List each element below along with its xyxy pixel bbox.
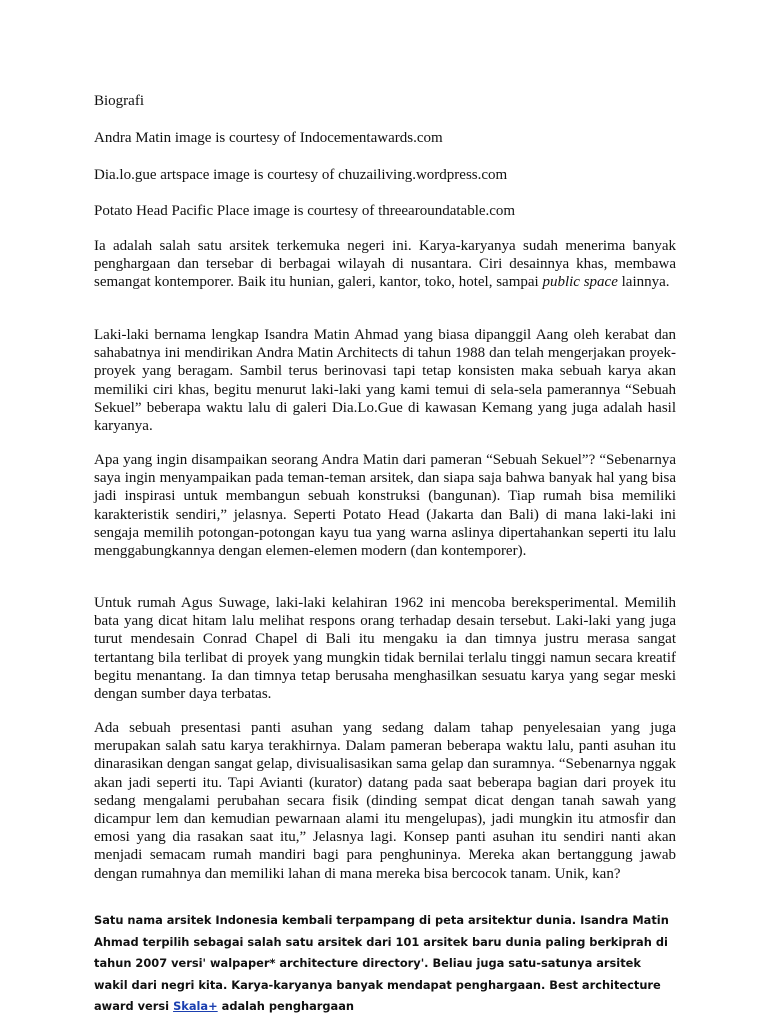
credit-line-andra-matin: Andra Matin image is courtesy of Indocementawards.com (94, 130, 443, 146)
credit-line-dialogue: Dia.lo.gue artspace image is courtesy of chuzailiving.wordpress.com (94, 167, 508, 183)
footer-summary (94, 910, 674, 1018)
paragraph-1-emphasis: public space (542, 274, 618, 291)
paragraph-1-end: lainnya. (617, 274, 670, 291)
skala-link[interactable]: Skala+ (173, 999, 218, 1013)
paragraph-1-text: Ia adalah salah satu arsitek terkemuka negeri ini. Karya-karyanya sudah menerima banyak penghargaan dan tersebar di berbagai wilayah di nusantara. Ciri desainnya khas, membawa semangat kontemporer. Baik itu hunian, galeri, kantor, toko, hotel, sampai (94, 238, 676, 291)
paragraph-4: Untuk rumah Agus Suwage, laki-laki kelahiran 1962 ini mencoba bereksperimental. Memilih bata yang dicat hitam lalu melihat respons orang terhadap desain tersebut. Laki-laki yang juga turut mendesain Conrad Chapel di Bali itu mengaku ia dan timnya justru merasa sangat tertantang bila terlibat di proyek yang mungkin tidak bernilai terlalu tinggi namun secara kreatif begitu menantang. Ia dan timnya tetap berusaha menghasilkan sesuatu karya yang segar meski dengan sumber daya terbatas. (94, 595, 676, 703)
paragraph-1 (94, 237, 676, 292)
paragraph-3: Apa yang ingin disampaikan seorang Andra Matin dari pameran “Sebuah Sekuel”? “Sebenarnya saya ingin menyampaikan pada teman-teman arsitek, dan siapa saja bahwa banyak hal yang bisa jadi inspirasi untuk membangun sebuah konstruksi (bangunan). Tiap rumah bisa memiliki karakteristik sendiri,” jelasnya. Seperti Potato Head (Jakarta dan Bali) di mana laki-laki ini sengaja memilih potongan-potongan kayu tua yang warna aslinya dipertahankan seperti itu lalu menggabungkannya dengan elemen-elemen modern (dan kontemporer). (94, 452, 676, 560)
paragraph-5: Ada sebuah presentasi panti asuhan yang sedang dalam tahap penyelesaian yang juga merupakan salah satu karya terakhirnya. Dalam pameran beberapa waktu lalu, panti asuhan itu dinarasikan dengan sangat gelap, divisualisasikan sama gelap dan suramnya. “Sebenarnya nggak akan jadi seperti itu. Tapi Avianti (kurator) datang pada saat beberapa bagian dari proyek itu sedang mengalami perubahan secara fisik (dinding sempat dicat dengan tanah sawah yang dicampur lem dan kemudian pewarnaan alami itu mengelupas), jadi mungkin itu atmosfir dan emosi yang dia rasakan saat itu,” Jelasnya lagi. Konsep panti asuhan itu sendiri nanti akan menjadi semacam rumah mandiri bagi para penghuninya. Mereka akan bertanggung jawab dengan rumahnya dan memiliki lahan di mana mereka bisa bercocok tanam. Unik, kan? (94, 720, 676, 882)
footer-summary-end: adalah penghargaan (217, 999, 355, 1013)
credit-line-potato-head: Potato Head Pacific Place image is courtesy of threearoundatable.com (94, 203, 516, 219)
footer-summary-text: Satu nama arsitek Indonesia kembali terpampang di peta arsitektur dunia. Isandra Matin Ahmad terpilih sebagai salah satu arsitek dari 101 arsitek baru dunia paling berkiprah di tahun 2007 versi' walpaper* architecture directory'. Beliau juga satu-satunya arsitek wakil dari negri kita. Karya-karyanya banyak mendapat penghargaan. Best architecture award versi (94, 913, 669, 1013)
document-title: Biografi (94, 93, 144, 109)
paragraph-2: Laki-laki bernama lengkap Isandra Matin Ahmad yang biasa dipanggil Aang oleh kerabat dan sahabatnya ini mendirikan Andra Matin Architects di tahun 1988 dan telah mengerjakan proyek-proyek yang beragam. Sambil terus berinovasi tapi tetap konsisten maka sebuah karya akan memiliki ciri khas, begitu menurut laki-laki yang kami temui di sela-sela pamerannya “Sebuah Sekuel” beberapa waktu lalu di galeri Dia.Lo.Gue di kawasan Kemang yang juga adalah hasil karyanya. (94, 327, 676, 435)
